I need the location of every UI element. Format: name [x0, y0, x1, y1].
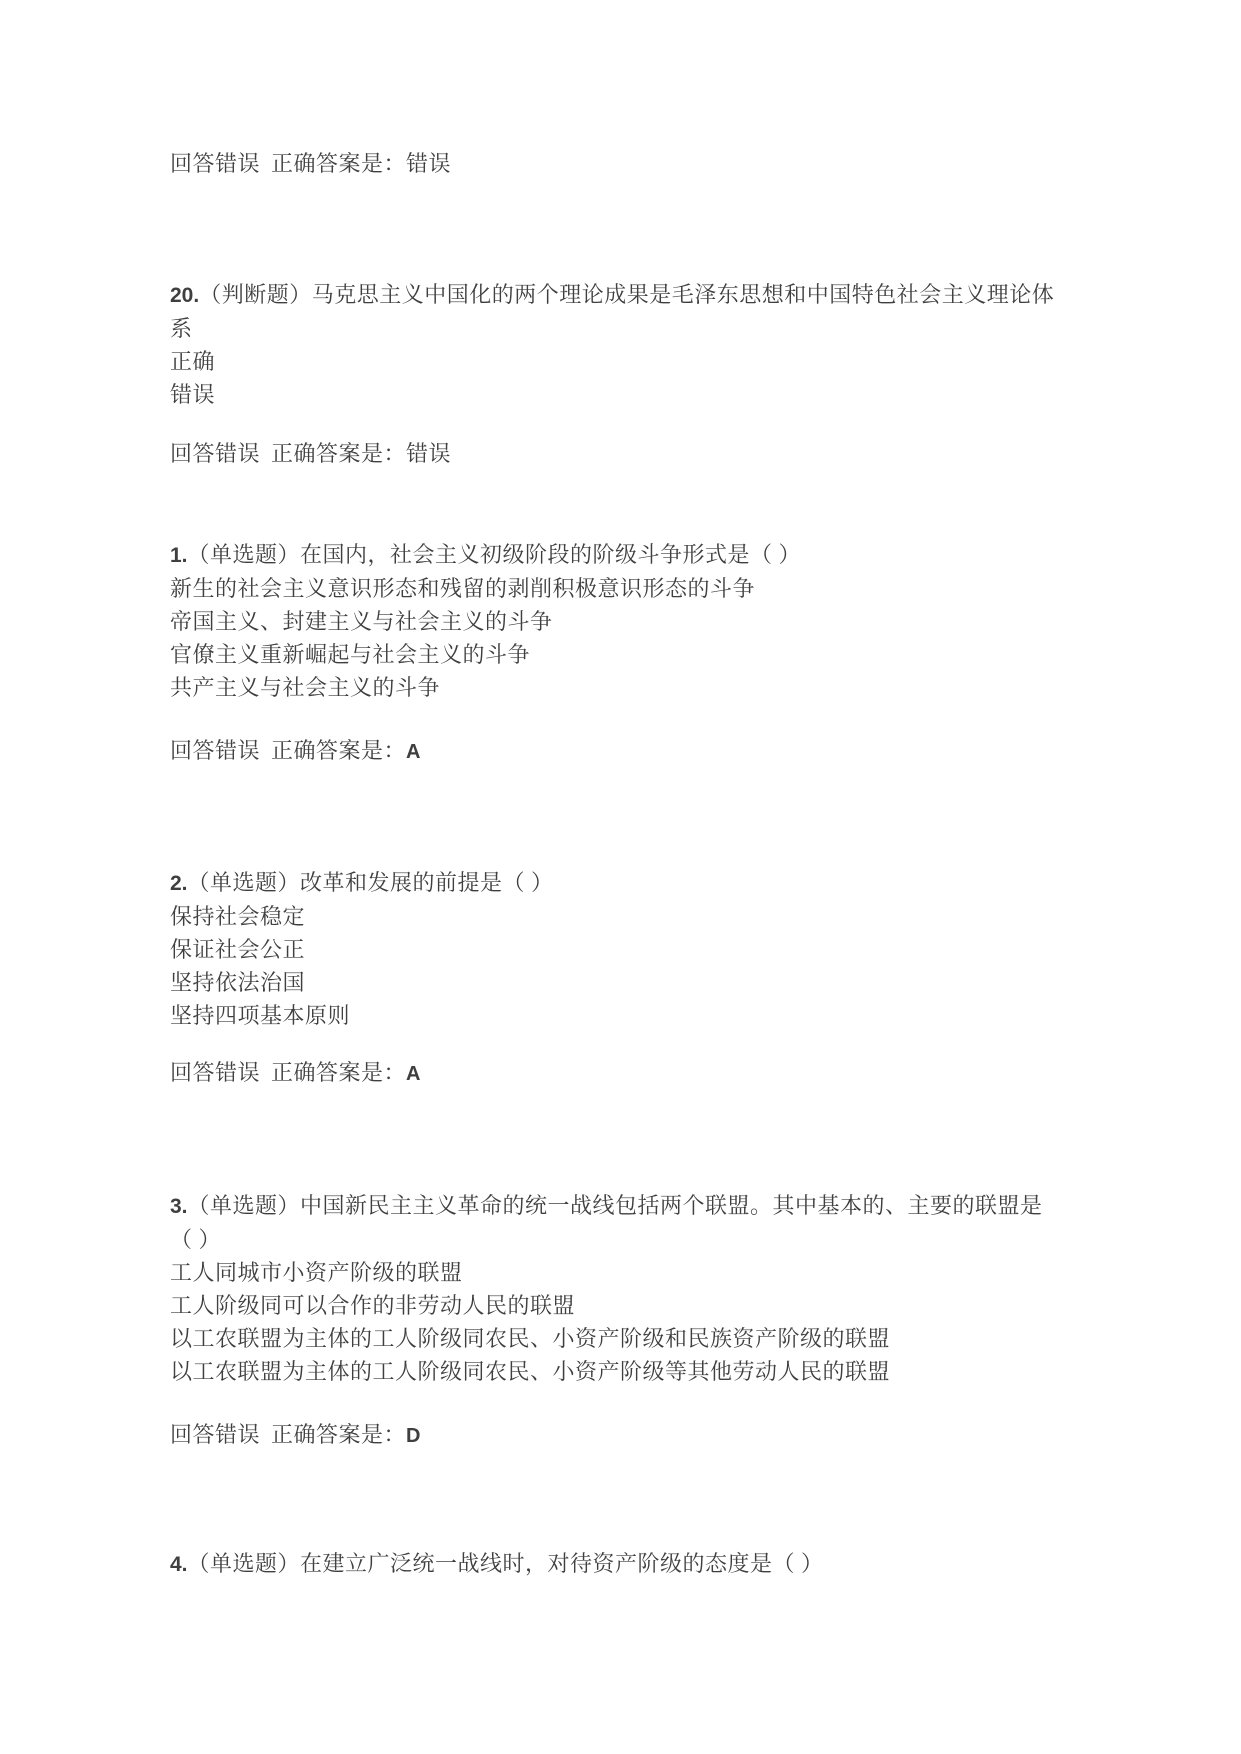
question-20 — [170, 278, 1065, 411]
question-2 — [170, 866, 1065, 1032]
option-c: 坚持依法治国 — [170, 970, 306, 995]
option-c: 官僚主义重新崛起与社会主义的斗争 — [170, 642, 531, 667]
question-kind: （单选题） — [187, 542, 301, 567]
answer-feedback-q2 — [170, 1056, 1065, 1091]
option-d: 坚持四项基本原则 — [170, 1003, 351, 1028]
option-true: 正确 — [170, 349, 216, 374]
answer-feedback-value: 错误 — [406, 441, 452, 466]
question-kind: （单选题） — [187, 870, 301, 895]
option-b: 工人阶级同可以合作的非劳动人民的联盟 — [170, 1293, 576, 1318]
answer-feedback-line — [170, 437, 1065, 470]
question-kind: （判断题） — [199, 282, 312, 307]
answer-feedback-prefix: 回答错误 正确答案是： — [170, 441, 407, 466]
question-4 — [170, 1547, 1065, 1581]
question-text: 马克思主义中国化的两个理论成果是毛泽东思想和中国特色社会主义理论体系 — [170, 282, 1055, 341]
question-1 — [170, 538, 1065, 704]
answer-feedback-value: A — [406, 741, 421, 763]
question-title — [170, 1547, 1065, 1581]
question-number: 4. — [170, 1553, 188, 1576]
answer-feedback-prefix: 回答错误 正确答案是： — [170, 738, 407, 763]
answer-feedback-q3 — [170, 1418, 1065, 1453]
option-b: 保证社会公正 — [170, 937, 306, 962]
option-false: 错误 — [170, 382, 216, 407]
question-3 — [170, 1189, 1065, 1388]
option-a: 新生的社会主义意识形态和残留的剥削积极意识形态的斗争 — [170, 576, 756, 601]
answer-feedback-prefix: 回答错误 正确答案是： — [170, 151, 407, 176]
option-b: 帝国主义、封建主义与社会主义的斗争 — [170, 609, 553, 634]
question-number: 1. — [170, 544, 188, 567]
question-text: 在国内，社会主义初级阶段的阶级斗争形式是（ ） — [300, 542, 802, 567]
answer-feedback-line — [170, 147, 1065, 180]
answer-feedback-line — [170, 1418, 1065, 1453]
option-a: 保持社会稳定 — [170, 904, 306, 929]
answer-feedback-q19 — [170, 147, 1065, 180]
question-text: 在建立广泛统一战线时，对待资产阶级的态度是（ ） — [300, 1551, 824, 1576]
question-title — [170, 866, 1065, 900]
answer-feedback-value: D — [406, 1425, 421, 1447]
answer-feedback-value: A — [406, 1063, 421, 1085]
option-d: 共产主义与社会主义的斗争 — [170, 675, 441, 700]
answer-feedback-line — [170, 734, 1065, 769]
question-number: 3. — [170, 1195, 188, 1218]
question-title — [170, 278, 1065, 345]
question-number: 2. — [170, 872, 188, 895]
answer-feedback-prefix: 回答错误 正确答案是： — [170, 1422, 407, 1447]
option-d: 以工农联盟为主体的工人阶级同农民、小资产阶级等其他劳动人民的联盟 — [170, 1359, 891, 1384]
question-number: 20. — [170, 284, 200, 307]
answer-feedback-line — [170, 1056, 1065, 1091]
question-text: 中国新民主主义革命的统一战线包括两个联盟。其中基本的、主要的联盟是（ ） — [170, 1193, 1043, 1252]
question-kind: （单选题） — [187, 1551, 301, 1576]
answer-feedback-value: 错误 — [406, 151, 452, 176]
answer-feedback-q20 — [170, 437, 1065, 470]
question-title — [170, 538, 1065, 572]
option-c: 以工农联盟为主体的工人阶级同农民、小资产阶级和民族资产阶级的联盟 — [170, 1326, 891, 1351]
answer-feedback-prefix: 回答错误 正确答案是： — [170, 1060, 407, 1085]
question-title — [170, 1189, 1065, 1256]
answer-feedback-q1 — [170, 734, 1065, 769]
option-a: 工人同城市小资产阶级的联盟 — [170, 1260, 463, 1285]
question-kind: （单选题） — [187, 1193, 301, 1218]
question-text: 改革和发展的前提是（ ） — [300, 870, 554, 895]
